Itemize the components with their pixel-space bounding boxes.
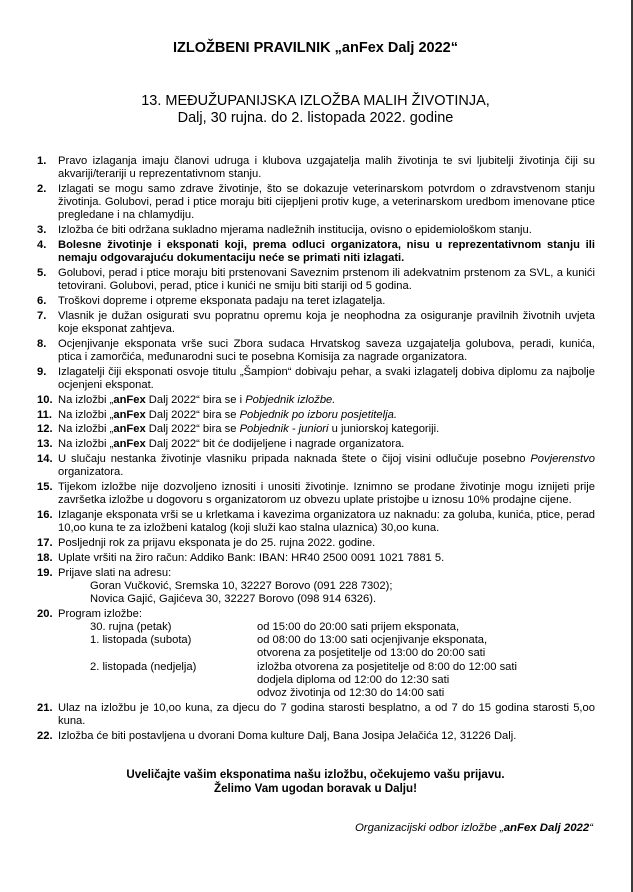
document-subtitle xyxy=(0,93,631,127)
award-name: Pobjednik - juniori xyxy=(239,423,329,436)
closing-message xyxy=(0,768,631,796)
closing-welcome: Želimo Vam ugodan boravak u Dalju! xyxy=(214,782,417,795)
rule-text: Ulaz na izložbu je 10,oo kuna, za djecu do 7 godina starosti besplatno, a od 7 do 15 godina starosti 5,oo kuna. xyxy=(58,701,595,727)
rule-item-9 xyxy=(37,366,595,392)
rule-item-22 xyxy=(37,730,595,743)
rule-number: 20. xyxy=(37,607,53,620)
subtitle-event-name: 13. MEĐUŽUPANIJSKA IZLOŽBA MALIH ŽIVOTINJA, xyxy=(141,93,490,109)
rule-text: Izložba će biti postavljena u dvorani Doma kulture Dalj, Bana Josipa Jelačića 12, 31226 Dalj. xyxy=(58,729,517,742)
address-line: Goran Vučković, Sremska 10, 32227 Borovo (091 228 7302); xyxy=(90,579,393,592)
rule-item-14 xyxy=(37,453,595,479)
rule-text: Dalj 2022“ bira se xyxy=(145,423,240,436)
rule-item-5 xyxy=(37,267,595,293)
signature xyxy=(355,822,593,834)
rule-text: Na izložbi „ xyxy=(58,423,114,436)
rule-number: 7. xyxy=(37,309,47,322)
rule-number: 22. xyxy=(37,729,53,742)
program-day xyxy=(90,674,257,687)
rule-text: Posljednji rok za prijavu eksponata je do 25. rujna 2022. godine. xyxy=(58,536,376,549)
rule-item-10 xyxy=(37,394,595,407)
rule-item-12 xyxy=(37,423,595,436)
rule-item-7 xyxy=(37,310,595,336)
program-event: otvorena za posjetitelje od 13:00 do 20:00 sati xyxy=(257,647,486,660)
brand-name: anFex xyxy=(113,438,146,451)
document-title: IZLOŽBENI PRAVILNIK „anFex Dalj 2022“ xyxy=(173,40,458,56)
rule-number: 19. xyxy=(37,566,53,579)
address-line: Novica Gajić, Gajićeva 30, 32227 Borovo (098 914 6326). xyxy=(90,592,377,605)
rule-number: 9. xyxy=(37,365,47,378)
rule-item-15 xyxy=(37,481,595,507)
brand-name: anFex xyxy=(113,408,146,421)
rule-item-8 xyxy=(37,338,595,364)
rule-number: 17. xyxy=(37,536,53,549)
rule-text: Izlagatelji čiji eksponati osvoje titulu „Šampion“ dobivaju pehar, a svaki izlagatelj dobiva diplomu za najbolje ocjenjeni eksponat. xyxy=(58,365,595,391)
rule-text: Bolesne životinje i eksponati koji, prema odluci organizatora, nisu u reprezentativnom stanju ili nemaju odgovarajuću dokumentaciju neće se primati niti izlagati. xyxy=(58,239,595,265)
rule-number: 2. xyxy=(37,183,47,195)
rule-text: organizatora. xyxy=(58,466,124,479)
rule-number: 4. xyxy=(37,239,47,251)
rule-item-11 xyxy=(37,409,595,422)
rule-text: Na izložbi „ xyxy=(58,393,114,406)
program-event: odvoz životinja od 12:30 do 14:00 sati xyxy=(257,687,445,699)
program-event: od 08:00 do 13:00 sati ocjenjivanje eksponata, xyxy=(257,634,488,647)
award-name: Pobjednik po izboru posjetitelja. xyxy=(239,408,397,421)
rule-text: Prijave slati na adresu: xyxy=(58,566,172,579)
rule-text: U slučaju nestanka životinje vlasniku pripada naknada štete o čijoj visini odlučuje posebno xyxy=(58,452,531,465)
award-name: Pobjednik izložbe. xyxy=(245,393,336,406)
signature-brand: anFex Dalj 2022 xyxy=(503,822,590,834)
signature-quote: “ xyxy=(589,822,593,834)
rule-text: Ocjenjivanje eksponata vrše suci Zbora sudaca Hrvatskog saveza uzgajatelja golubova, peradi, kunića, ptica i zamorčića, međunarodni suci te posebna Komisija za nagrade organizatora. xyxy=(58,337,595,363)
rule-number: 12. xyxy=(37,423,53,436)
program-event: dodjela diploma od 12:00 do 12:30 sati xyxy=(257,673,450,686)
rule-item-17 xyxy=(37,537,595,550)
program-day xyxy=(90,647,257,660)
rule-item-20 xyxy=(37,608,595,700)
rule-text: u juniorskoj kategoriji. xyxy=(328,423,440,436)
rule-text: Dalj 2022“ bira se i xyxy=(145,393,246,406)
rule-number: 18. xyxy=(37,551,53,564)
rule-item-1 xyxy=(37,155,595,181)
rule-number: 21. xyxy=(37,701,53,714)
rule-text: Dalj 2022“ bira se xyxy=(145,408,240,421)
program-day: 30. rujna (petak) xyxy=(90,620,172,633)
rule-number: 16. xyxy=(37,508,53,521)
rule-number: 1. xyxy=(37,155,47,167)
rule-item-18 xyxy=(37,552,595,565)
subtitle-event-dates: Dalj, 30 rujna. do 2. listopada 2022. godine xyxy=(177,110,454,126)
program-schedule xyxy=(58,621,595,700)
committee-name: Povjerenstvo xyxy=(530,452,595,465)
rule-item-16 xyxy=(37,509,595,535)
rule-item-6 xyxy=(37,295,595,308)
rule-text: Pravo izlaganja imaju članovi udruga i klubova uzgajatelja malih životinja te svi ljubitelji životinja čiji su akvariji/terariji u reprezentativnom stanju. xyxy=(58,155,595,181)
program-day: 1. listopada (subota) xyxy=(90,634,192,647)
rule-item-3 xyxy=(37,224,595,237)
rule-number: 15. xyxy=(37,480,53,493)
rule-text: Vlasnik je dužan osigurati svu popratnu opremu koja je neophodna za osiguranje pravilnih životnih uvjeta koje eksponat zahtjeva. xyxy=(58,309,595,335)
signature-text: Organizacijski odbor izložbe „ xyxy=(354,822,504,834)
rule-text: Dalj 2022“ bit će dodijeljene i nagrade organizatora. xyxy=(145,438,405,451)
rule-text: Izlagati se mogu samo zdrave životinje, što se dokazuje veterinarskom potvrdom o zdravstvenom stanju životinja. Golubovi, perad i ptice moraju biti cijepljeni protiv kuge, a veterinarskom uredbom imenovane ptice pregledane i na chlamydiju. xyxy=(58,183,595,222)
program-day xyxy=(90,687,257,700)
rule-number: 13. xyxy=(37,438,53,451)
rule-text: Troškovi dopreme i otpreme eksponata padaju na teret izlagatelja. xyxy=(58,295,386,307)
rule-number: 3. xyxy=(37,224,47,237)
rule-text: Izlaganje eksponata vrši se u krletkama i kavezima organizatora uz naknadu: za goluba, kunića, ptice, perad 10,oo kuna te za izložbeni katalog (koji služi kao stalna ulaznica) 30,oo kuna. xyxy=(58,508,595,535)
rule-text: Na izložbi „ xyxy=(58,408,114,421)
rule-number: 6. xyxy=(37,295,47,307)
rule-item-19 xyxy=(37,567,595,607)
rule-text: Program izložbe: xyxy=(58,607,142,620)
rule-item-21 xyxy=(37,702,595,728)
program-event: od 15:00 do 20:00 sati prijem eksponata, xyxy=(257,620,460,633)
rule-text: Na izložbi „ xyxy=(58,438,114,451)
rule-text: Tijekom izložbe nije dozvoljeno iznositi i unositi životinje. Iznimno se prodane životinje mogu iznijeti prije završetka izložbe u dogovoru s organizatorom uz obvezu uplate pristojbe u iznosu 10% prodajne cijene. xyxy=(58,480,595,507)
rule-item-4 xyxy=(37,239,595,265)
program-event: izložba otvorena za posjetitelje od 8:00 do 12:00 sati xyxy=(257,660,517,673)
rules-list xyxy=(37,155,595,745)
closing-invitation: Uveličajte vašim eksponatima našu izložbu, očekujemo vašu prijavu. xyxy=(126,768,505,781)
brand-name: anFex xyxy=(113,423,146,436)
rule-number: 11. xyxy=(37,408,52,421)
rule-number: 14. xyxy=(37,452,53,465)
brand-name: anFex xyxy=(113,393,146,406)
rule-item-2 xyxy=(37,183,595,223)
rule-number: 10. xyxy=(37,393,53,406)
program-day: 2. listopada (nedjelja) xyxy=(90,660,197,673)
rule-text: Izložba će biti održana sukladno mjerama nadležnih institucija, ovisno o epidemiološkom stanju. xyxy=(58,224,532,237)
rule-item-13 xyxy=(37,438,595,451)
rule-text: Uplate vršiti na žiro račun: Addiko Bank: IBAN: HR40 2500 0091 1021 7881 5. xyxy=(58,551,445,564)
rule-number: 8. xyxy=(37,337,47,350)
rule-number: 5. xyxy=(37,267,47,279)
rule-text: Golubovi, perad i ptice moraju biti prstenovani Saveznim prstenom ili adekvatnim prstenom za SVL, a kunići tetovirani. Golubovi, perad, ptice i kunići ne smiju biti stariji od 5 godina. xyxy=(58,267,595,293)
